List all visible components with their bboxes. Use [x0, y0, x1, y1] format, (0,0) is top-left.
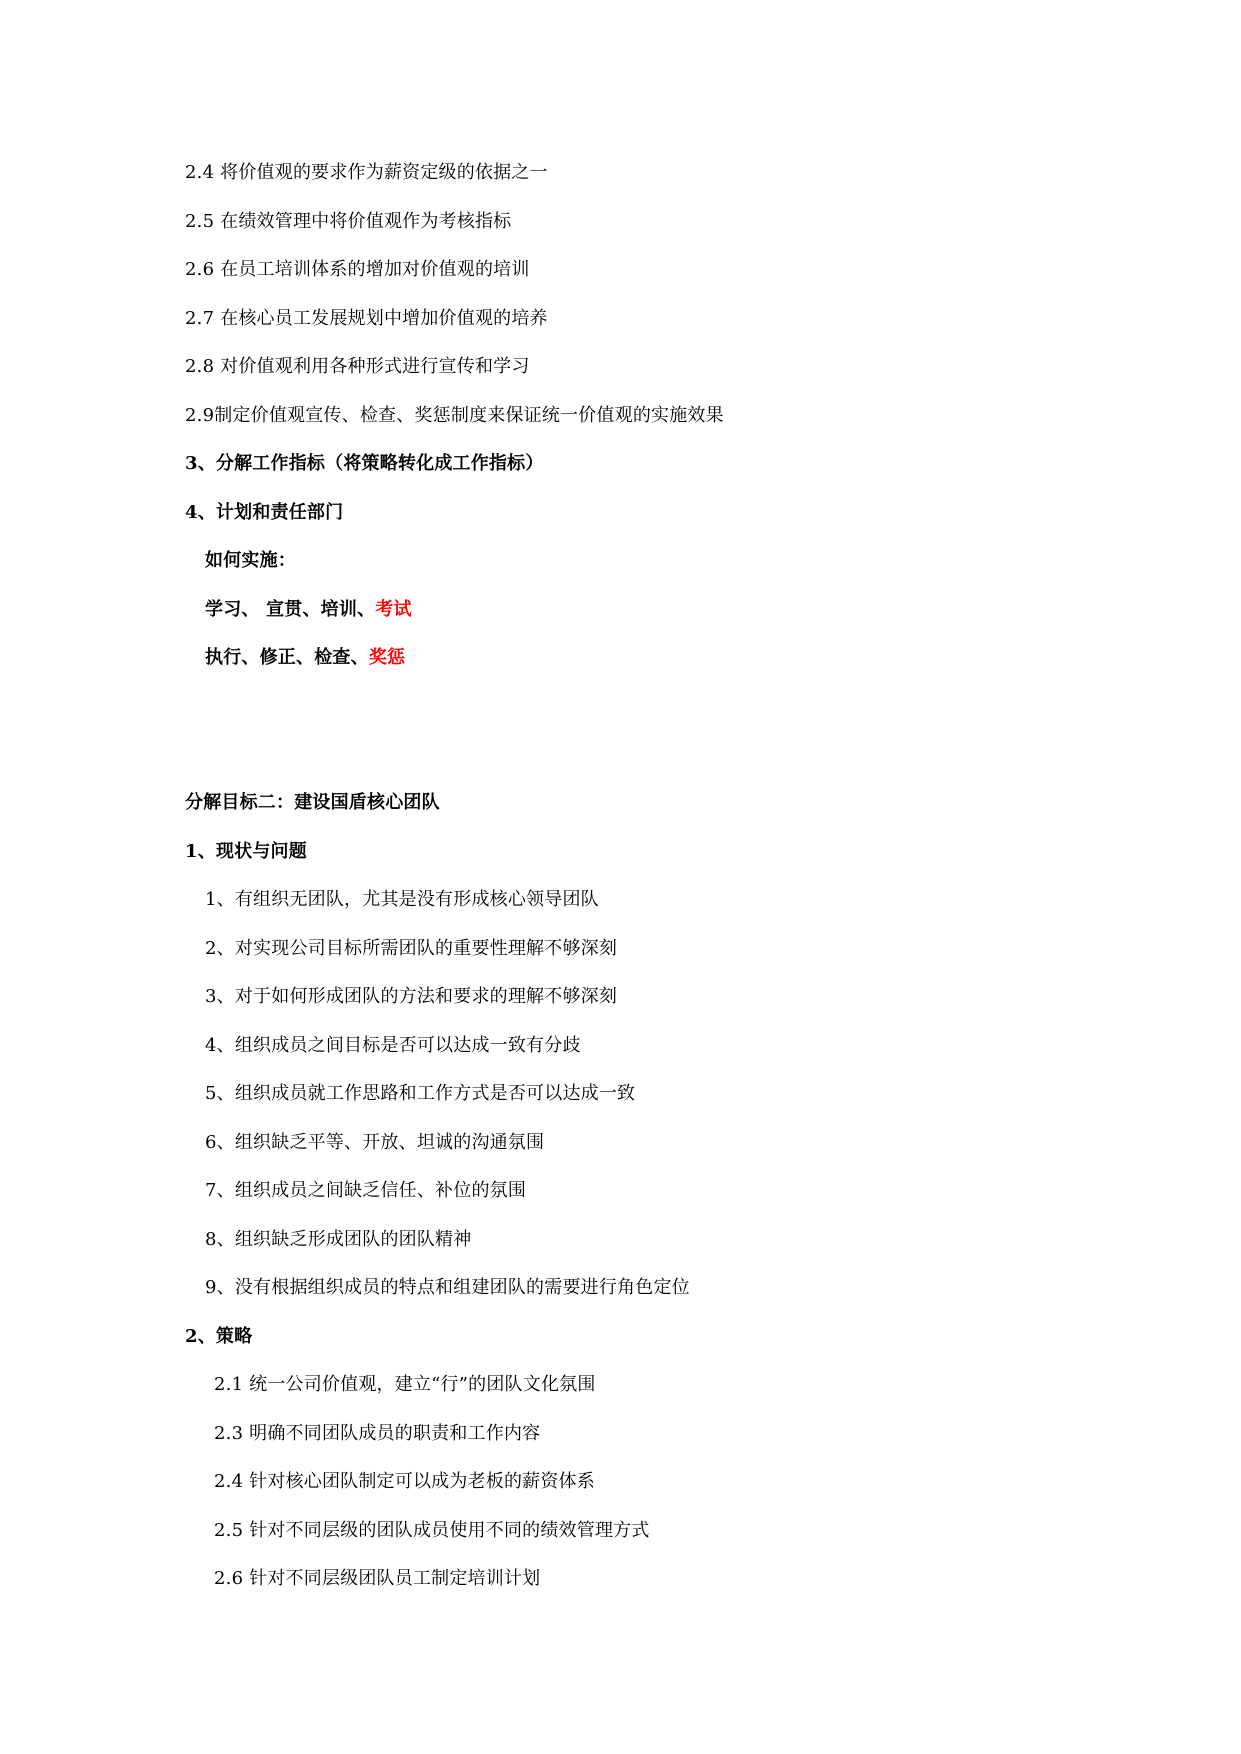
value-item-2-9: 2.9制定价值观宣传、检查、奖惩制度来保证统一价值观的实施效果	[185, 405, 724, 426]
value-item-2-6: 2.6 在员工培训体系的增加对价值观的培训	[185, 259, 530, 280]
heading-work-indicators: 3、分解工作指标（将策略转化成工作指标）	[185, 453, 544, 474]
strategy-item: 2.1 统一公司价值观，建立“行”的团队文化氛围	[214, 1374, 596, 1395]
value-item-2-5: 2.5 在绩效管理中将价值观作为考核指标	[185, 211, 512, 232]
strategy-item: 2.4 针对核心团队制定可以成为老板的薪资体系	[214, 1471, 595, 1492]
problem-item: 9、没有根据组织成员的特点和组建团队的需要进行角色定位	[205, 1277, 690, 1298]
problem-item: 5、组织成员就工作思路和工作方式是否可以达成一致	[205, 1083, 636, 1104]
steps-line-1-highlight: 考试	[375, 599, 412, 620]
problem-item: 7、组织成员之间缺乏信任、补位的氛围	[205, 1180, 527, 1201]
heading-strategy: 2、策略	[185, 1326, 253, 1347]
problem-item: 8、组织缺乏形成团队的团队精神	[205, 1229, 472, 1250]
problem-item: 3、对于如何形成团队的方法和要求的理解不够深刻	[205, 986, 618, 1007]
value-item-2-8: 2.8 对价值观利用各种形式进行宣传和学习	[185, 356, 530, 377]
steps-line-1	[205, 598, 412, 622]
steps-line-2-text: 执行、修正、检查、	[205, 647, 369, 668]
strategy-item: 2.6 针对不同层级团队员工制定培训计划	[214, 1568, 541, 1589]
problem-item: 4、组织成员之间目标是否可以达成一致有分歧	[205, 1035, 581, 1056]
heading-status-problems: 1、现状与问题	[185, 841, 307, 862]
steps-line-2	[205, 646, 405, 670]
heading-plan-departments: 4、计划和责任部门	[185, 502, 344, 523]
how-to-implement: 如何实施：	[205, 550, 296, 571]
strategy-item: 2.5 针对不同层级的团队成员使用不同的绩效管理方式	[214, 1520, 650, 1541]
section-title-core-team: 分解目标二：建设国盾核心团队	[185, 792, 440, 813]
steps-line-1-text: 学习、 宣贯、培训、	[205, 599, 376, 620]
problem-item: 1、有组织无团队，尤其是没有形成核心领导团队	[205, 889, 599, 910]
value-item-2-4: 2.4 将价值观的要求作为薪资定级的依据之一	[185, 162, 548, 183]
steps-line-2-highlight: 奖惩	[368, 647, 406, 668]
value-item-2-7: 2.7 在核心员工发展规划中增加价值观的培养	[185, 308, 548, 329]
strategy-item: 2.3 明确不同团队成员的职责和工作内容	[214, 1423, 541, 1444]
problem-item: 6、组织缺乏平等、开放、坦诚的沟通氛围	[205, 1132, 545, 1153]
problem-item: 2、对实现公司目标所需团队的重要性理解不够深刻	[205, 938, 618, 959]
